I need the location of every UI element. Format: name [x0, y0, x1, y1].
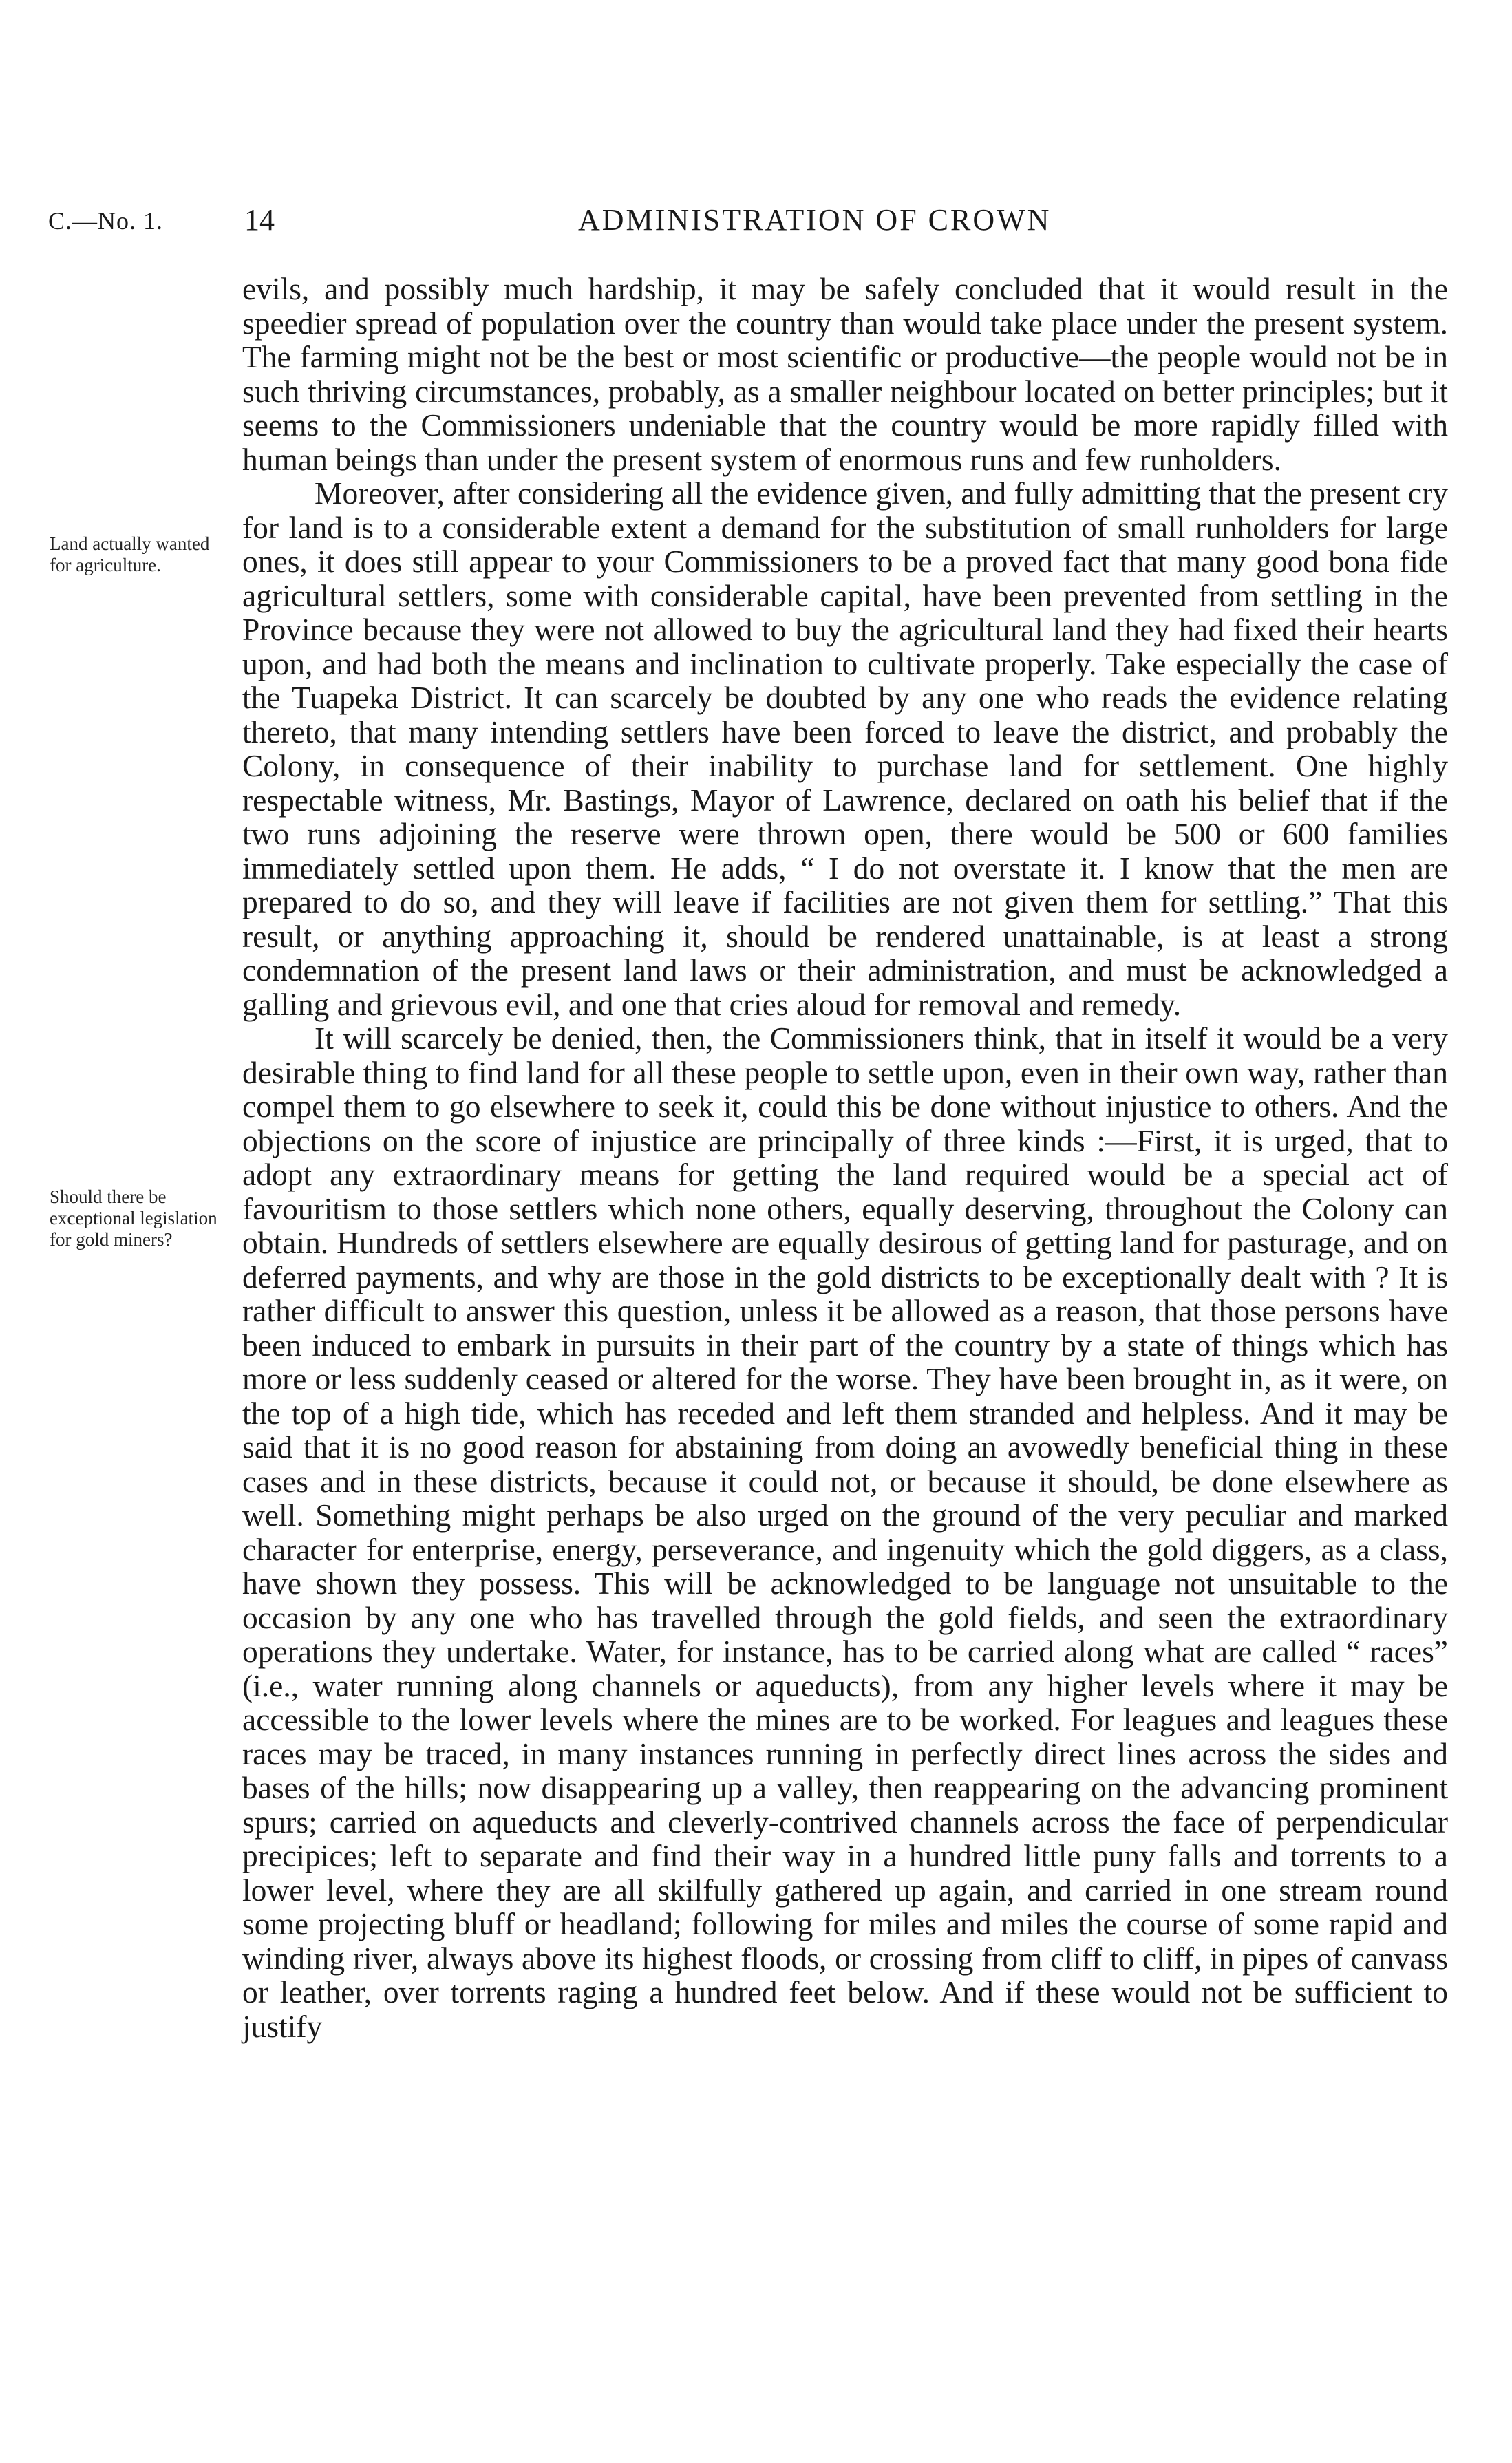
paragraph-2: Moreover, after considering all the evidence given, and fully admitting that the present cry for land is to a considerable extent a demand for the substitution of small runholders for large ones, it does still appear to your Commissioners to be a proved fact that many good bona fide agricultural settlers, some with considerable capital, have been prevented from settling in the Province because they were not allowed to buy the agricultural land they had fixed their hearts upon, and had both the means and inclination to cultivate properly. Take especially the case of the Tuapeka District. It can scarcely be doubted by any one who reads the evidence relating thereto, that many intending settlers have been forced to leave the district, and probably the Colony, in consequence of their inability to purchase land for settlement. One highly respectable witness, Mr. Bastings, Mayor of Lawrence, declared on oath his belief that if the two runs adjoining the reserve were thrown open, there would be 500 or 600 families immediately settled upon them. He adds, “ I do not overstate it. I know that the men are prepared to do so, and they will leave if facilities are not given them for settling.” That this result, or anything approaching it, should be rendered unattainable, is at least a strong condemnation of the present land laws or their administration, and must be acknowledged a galling and grievous evil, and one that cries aloud for removal and remedy. — [242, 476, 1448, 1022]
margin-note-land-agriculture: Land actually wanted for agriculture. — [50, 533, 210, 575]
page-number: 14 — [244, 203, 275, 237]
document-reference: C.—No. 1. — [48, 207, 164, 235]
body-text — [242, 272, 1448, 2043]
margin-note-gold-miners: Should there be exceptional legislation for gold miners? — [50, 1186, 217, 1250]
paragraph-3: It will scarcely be denied, then, the Commissioners think, that in itself it would be a very desirable thing to find land for all these people to settle upon, even in their own way, rather than compel them to go elsewhere to seek it, could this be done without injustice to others. And the objections on the score of injustice are principally of three kinds :—First, it is urged, that to adopt any extraordinary means for getting the land required would be a special act of favouritism to those settlers which none others, equally deserving, throughout the Colony can obtain. Hundreds of settlers elsewhere are equally desirous of getting land for pasturage, and on deferred payments, and why are those in the gold districts to be exceptionally dealt with ? It is rather difficult to answer this question, unless it be allowed as a reason, that those persons have been induced to embark in pursuits in their part of the country by a state of things which has more or less suddenly ceased or altered for the worse. They have been brought in, as it were, on the top of a high tide, which has receded and left them stranded and helpless. And it may be said that it is no good reason for abstaining from doing an avowedly beneficial thing in these cases and in these districts, because it could not, or because it should, be done elsewhere as well. Something might perhaps be also urged on the ground of the very peculiar and marked character for enterprise, energy, perseverance, and ingenuity which the gold diggers, as a class, have shown they possess. This will be acknowledged to be language not unsuitable to the occasion by any one who has travelled through the gold fields, and seen the extraordinary operations they undertake. Water, for instance, has to be carried along what are called “ races” (i.e., water running along channels or aqueducts), from any higher levels where it may be accessible to the lower levels where the mines are to be worked. For leagues and leagues these races may be traced, in many instances running in perfectly direct lines across the sides and bases of the hills; now disappearing up a valley, then reappearing on the advancing prominent spurs; carried on aqueducts and cleverly-contrived channels across the face of perpendicular precipices; left to separate and find their way in a hundred little puny falls and torrents to a lower level, where they are all skilfully gathered up again, and carried in one stream round some projecting bluff or headland; following for miles and miles the course of some rapid and winding river, always above its highest floods, or crossing from cliff to cliff, in pipes of canvass or leather, over torrents raging a hundred feet below. And if these would not be sufficient to justify — [242, 1021, 1448, 2044]
paragraph-1: evils, and possibly much hardship, it may be safely concluded that it would result in the speedier spread of population over the country than would take place under the present system. The farming might not be the best or most scientific or productive—the people would not be in such thriving circumstances, probably, as a smaller neighbour located on better principles; but it seems to the Commissioners undeniable that the country would be more rapidly filled with human beings than under the present system of enormous runs and few runholders. — [242, 271, 1448, 477]
running-title: ADMINISTRATION OF CROWN — [578, 203, 1052, 237]
page-header — [48, 201, 1452, 242]
